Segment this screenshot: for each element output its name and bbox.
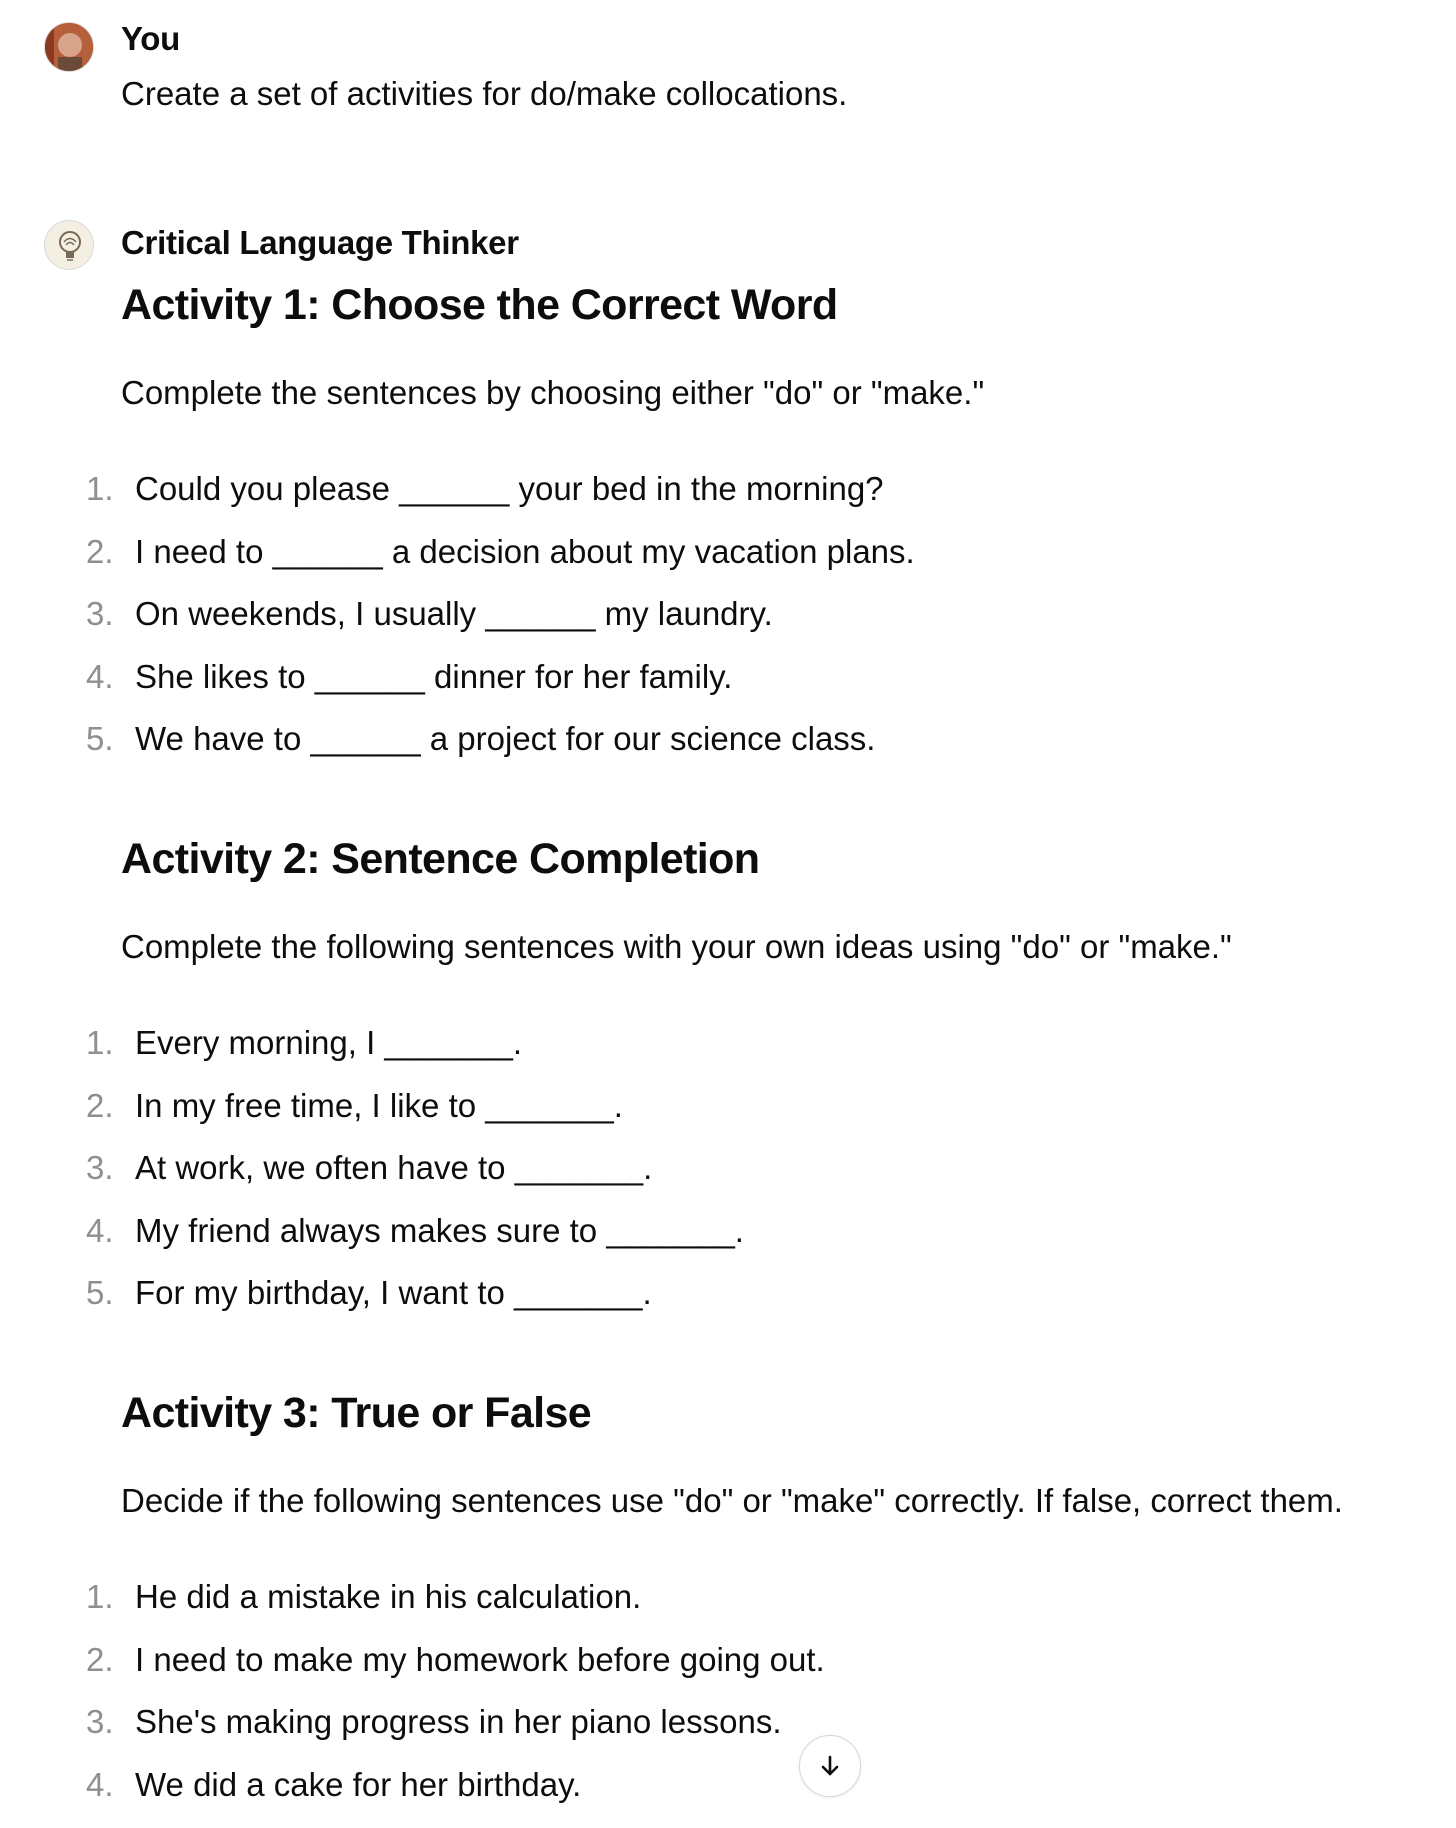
list-item-text: He did a mistake in his calculation.: [135, 1578, 641, 1616]
list-number: 4.: [86, 1212, 120, 1250]
activity-3-list: [0, 1578, 1456, 1828]
list-item: [0, 1578, 1456, 1641]
list-item: [0, 1024, 1456, 1087]
activity-3-title: Activity 3: True or False: [121, 1389, 591, 1438]
list-item-text: We have to ______ a project for our science class.: [135, 720, 875, 758]
list-item-text: My friend always makes sure to _______.: [135, 1212, 744, 1250]
list-item: [0, 595, 1456, 658]
list-item-text: I need to make my homework before going out.: [135, 1641, 825, 1679]
list-item: [0, 1703, 1456, 1766]
list-item-text: For my birthday, I want to _______.: [135, 1274, 652, 1312]
list-item: [0, 1766, 1456, 1828]
activity-2-title: Activity 2: Sentence Completion: [121, 835, 759, 884]
list-item: [0, 533, 1456, 596]
list-item: [0, 1641, 1456, 1704]
user-author-name: You: [121, 20, 180, 58]
list-number: 5.: [86, 1274, 120, 1312]
list-number: 3.: [86, 595, 120, 633]
list-number: 1.: [86, 470, 120, 508]
list-number: 2.: [86, 533, 120, 571]
list-number: 4.: [86, 658, 120, 696]
list-item: [0, 1274, 1456, 1337]
list-number: 3.: [86, 1703, 120, 1741]
activity-1-title: Activity 1: Choose the Correct Word: [121, 281, 838, 330]
list-item: [0, 720, 1456, 783]
activity-3-instruction: Decide if the following sentences use "do" or "make" correctly. If false, correct them.: [121, 1482, 1343, 1520]
list-number: 2.: [86, 1641, 120, 1679]
arrow-down-icon: [816, 1752, 844, 1780]
list-item-text: Every morning, I _______.: [135, 1024, 522, 1062]
list-item-text: She's making progress in her piano lessons.: [135, 1703, 781, 1741]
list-item-text: In my free time, I like to _______.: [135, 1087, 623, 1125]
list-item-text: We did a cake for her birthday.: [135, 1766, 581, 1804]
list-item: [0, 470, 1456, 533]
activity-1-list: [0, 470, 1456, 783]
list-number: 5.: [86, 720, 120, 758]
activity-2-instruction: Complete the following sentences with your own ideas using "do" or "make.": [121, 928, 1232, 966]
list-item: [0, 1087, 1456, 1150]
list-item-text: I need to ______ a decision about my vacation plans.: [135, 533, 915, 571]
assistant-author-name: Critical Language Thinker: [121, 224, 519, 262]
assistant-avatar: [44, 220, 94, 270]
list-item: [0, 1149, 1456, 1212]
list-item-text: At work, we often have to _______.: [135, 1149, 652, 1187]
user-message-text: Create a set of activities for do/make collocations.: [121, 75, 847, 113]
list-number: 2.: [86, 1087, 120, 1125]
list-item-text: She likes to ______ dinner for her family.: [135, 658, 732, 696]
list-number: 3.: [86, 1149, 120, 1187]
scroll-to-bottom-button[interactable]: [799, 1735, 861, 1797]
list-number: 4.: [86, 1766, 120, 1804]
activity-1-instruction: Complete the sentences by choosing either "do" or "make.": [121, 374, 984, 412]
list-number: 1.: [86, 1024, 120, 1062]
user-avatar: [44, 22, 94, 72]
list-item: [0, 658, 1456, 721]
list-number: 1.: [86, 1578, 120, 1616]
list-item: [0, 1212, 1456, 1275]
list-item-text: On weekends, I usually ______ my laundry.: [135, 595, 773, 633]
list-item-text: Could you please ______ your bed in the morning?: [135, 470, 884, 508]
activity-2-list: [0, 1024, 1456, 1337]
